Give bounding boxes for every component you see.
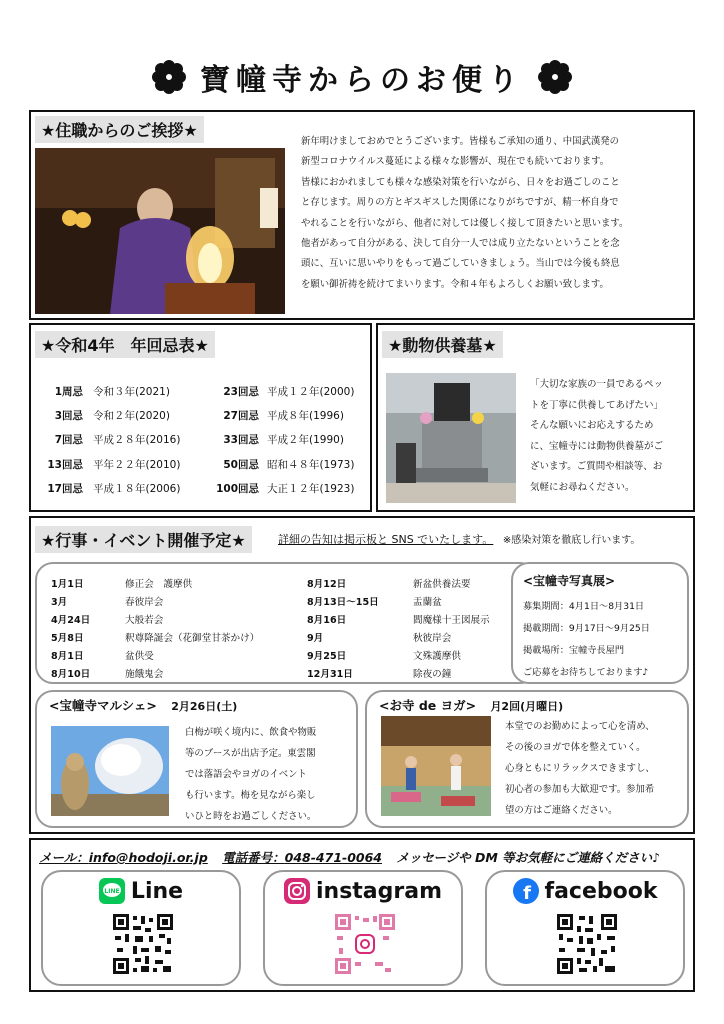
page-title: 寶幢寺からのお便り — [200, 63, 524, 98]
animal-grave-section — [376, 323, 695, 512]
table-row — [39, 477, 369, 501]
list-item — [51, 610, 259, 628]
table-row — [39, 379, 369, 403]
sns-name: facebook — [544, 878, 658, 904]
exhibition-line: 掲載場所：宝幢寺長屋門 — [523, 645, 625, 656]
event-name: 文殊護摩供 — [413, 651, 461, 662]
yoga-title — [379, 696, 563, 714]
flower-crest-icon — [538, 60, 572, 94]
marche-photo — [51, 726, 169, 816]
list-item — [51, 574, 259, 592]
table-row — [39, 403, 369, 427]
table-row — [39, 428, 369, 452]
list-item — [307, 574, 490, 592]
flower-crest-icon — [152, 60, 186, 94]
event-name: 釈尊降誕会（花御堂甘茶かけ） — [125, 633, 260, 644]
sns-name: instagram — [315, 878, 443, 904]
event-date: 8月12日 — [307, 579, 347, 590]
events-note-main: 詳細の告知は掲示板と SNS でいたします。 — [278, 533, 494, 546]
event-date: 1月1日 — [51, 579, 84, 590]
contact-section — [29, 838, 695, 992]
sns-head — [43, 878, 239, 904]
event-date: 9月 — [307, 633, 324, 644]
event-date: 3月 — [51, 597, 68, 608]
memorial-year: 平成８年(1996) — [267, 410, 344, 423]
events-heading: ★行事・イベント開催予定★ — [35, 526, 252, 553]
memorial-year: 平年２２年(2010) — [93, 458, 181, 471]
line-icon — [99, 878, 125, 904]
sns-card-line[interactable] — [41, 870, 241, 986]
list-item — [307, 628, 490, 646]
yoga-title-text: <お寺 de ヨガ> — [379, 698, 477, 713]
marche-body: 白梅が咲く境内に、飲食や物販 等のブースが出店予定。東雲閣 では落語会やヨガのイベント も行います。梅を見ながら楽し いひと時をお過ごしください。 — [185, 727, 317, 822]
exhibition-details — [523, 596, 650, 684]
events-section — [29, 516, 695, 834]
page-header — [0, 52, 724, 102]
event-name: 閻魔様十王図展示 — [413, 615, 490, 626]
svg-text:f: f — [522, 883, 531, 904]
instagram-icon — [284, 878, 310, 904]
list-item — [307, 610, 490, 628]
event-schedule — [35, 562, 538, 684]
memorial-kai: 23回忌 — [223, 385, 259, 398]
sns-head — [487, 878, 683, 904]
event-date: 8月16日 — [307, 615, 347, 626]
phone-link[interactable]: 048-471-0064 — [284, 850, 383, 865]
event-date: 12月31日 — [307, 669, 353, 680]
memorial-year: 昭和４８年(1973) — [267, 458, 355, 471]
memorial-kai: 13回忌 — [47, 458, 83, 471]
event-name: 修正会 護摩供 — [125, 579, 193, 590]
event-name: 大般若会 — [125, 615, 164, 626]
memorial-kai: 7回忌 — [54, 434, 83, 447]
memorial-kai: 27回忌 — [223, 410, 259, 423]
event-list-left — [51, 574, 259, 682]
event-name: 盆供受 — [125, 651, 154, 662]
marche-title — [49, 696, 237, 714]
greeting-body: 新年明けましておめでとうございます。皆様もご承知の通り、中国武漢発の 新型コロナウイルス蔓延による様々な影響が、現在でも続いております。 皆様におかれましても様々な感染対策を行いながら、日々をお過ごしのこと と存じます。周りの方とギスギスした関係になりがちですが、精一杯自身で やれることを行いながら、他者に対しては優しく接して頂きたいと思います。 他者があって自分がある、決して自分一人では成り立たないということを念 頭に、互いに思いやりをもって過ごしていきましょう。当山では今後も終息 を願い御祈祷を続けてまいります。令和４年もよろしくお願い致します。 — [301, 136, 629, 290]
table-row — [39, 452, 369, 476]
exhibition-line: ご応募をお待ちしております♪ — [523, 667, 649, 678]
memorial-year: 令和２年(2020) — [93, 410, 170, 423]
contact-info — [39, 848, 660, 866]
yoga-body: 本堂でのお勤めによって心を清め、 その後のヨガで体を整えていく。 心身ともにリラックスできますし、 初心者の参加も大歓迎です。参加希 望の方はご連絡ください。 — [505, 721, 655, 816]
list-item — [51, 664, 259, 682]
fire-ritual-photo — [35, 148, 285, 314]
sns-head — [265, 878, 461, 904]
memorial-year: 平成１２年(2000) — [267, 385, 355, 398]
contact-message: メッセージや DM 等お気軽にご連絡ください♪ — [396, 850, 661, 865]
list-item — [307, 592, 490, 610]
memorial-year: 平成２８年(2016) — [93, 434, 181, 447]
list-item — [307, 664, 490, 682]
facebook-icon — [513, 878, 539, 904]
event-date: 4月24日 — [51, 615, 91, 626]
memorial-section — [29, 323, 372, 512]
list-item — [51, 592, 259, 610]
event-name: 秋彼岸会 — [413, 633, 452, 644]
svg-text:LINE: LINE — [104, 888, 120, 895]
sns-card-facebook[interactable] — [485, 870, 685, 986]
memorial-year: 平成１８年(2006) — [93, 483, 181, 496]
event-date: 5月8日 — [51, 633, 84, 644]
memorial-table — [39, 379, 369, 501]
event-date: 8月1日 — [51, 651, 84, 662]
qr-code[interactable] — [333, 912, 397, 976]
memorial-kai: 1周忌 — [54, 385, 83, 398]
sns-card-instagram[interactable] — [263, 870, 463, 986]
event-date: 9月25日 — [307, 651, 347, 662]
email-link[interactable]: info@hodoji.or.jp — [88, 850, 208, 865]
animal-heading: ★動物供養墓★ — [382, 331, 503, 358]
memorial-kai: 33回忌 — [223, 434, 259, 447]
email-label: メール： — [39, 850, 89, 865]
memorial-year: 大正１２年(1923) — [267, 483, 355, 496]
animal-body: 「大切な家族の一員であるペッ トを丁寧に供養してあげたい」 そんな願いにお応えするため に、宝幢寺には動物供養墓がご ざいます。ご質問や相談等、お 気軽にお尋ねください。 — [530, 379, 664, 493]
event-name: 除夜の鐘 — [413, 669, 452, 680]
list-item — [51, 646, 259, 664]
qr-code[interactable] — [111, 912, 175, 976]
marche-box — [35, 690, 358, 828]
event-date: 8月13日～15日 — [307, 597, 379, 608]
event-name: 盂蘭盆 — [413, 597, 442, 608]
exhibition-line: 掲載期間：9月17日～9月25日 — [523, 623, 650, 634]
sns-name: Line — [130, 878, 184, 904]
memorial-heading: ★令和4年 年回忌表★ — [35, 331, 215, 358]
memorial-kai: 3回忌 — [54, 410, 83, 423]
list-item — [307, 646, 490, 664]
qr-code[interactable] — [555, 912, 619, 976]
yoga-box — [365, 690, 689, 828]
memorial-kai: 50回忌 — [223, 458, 259, 471]
event-name: 新盆供養法要 — [413, 579, 471, 590]
memorial-kai: 17回忌 — [47, 483, 83, 496]
animal-grave-photo — [386, 373, 516, 503]
yoga-date: 月2回(月曜日) — [490, 700, 564, 713]
memorial-kai: 100回忌 — [216, 483, 259, 496]
event-list-right — [307, 574, 490, 682]
event-name: 春彼岸会 — [125, 597, 164, 608]
event-name: 施餓鬼会 — [125, 669, 164, 680]
event-date: 8月10日 — [51, 669, 91, 680]
marche-date: 2月26日(土) — [171, 700, 238, 713]
exhibition-line: 募集期間：4月1日～8月31日 — [523, 601, 645, 612]
events-note — [278, 531, 640, 547]
phone-label: 電話番号： — [222, 850, 285, 865]
list-item — [51, 628, 259, 646]
greeting-section — [29, 110, 695, 320]
memorial-year: 令和３年(2021) — [93, 385, 170, 398]
marche-title-text: <宝幢寺マルシェ> — [49, 698, 157, 713]
exhibition-title: <宝幢寺写真展> — [523, 574, 616, 588]
events-note-sub: ※感染対策を徹底し行います。 — [502, 535, 641, 546]
photo-exhibition-box — [511, 562, 689, 684]
greeting-heading: ★住職からのご挨拶★ — [35, 116, 204, 143]
memorial-year: 平成２年(1990) — [267, 434, 344, 447]
yoga-photo — [381, 716, 491, 816]
